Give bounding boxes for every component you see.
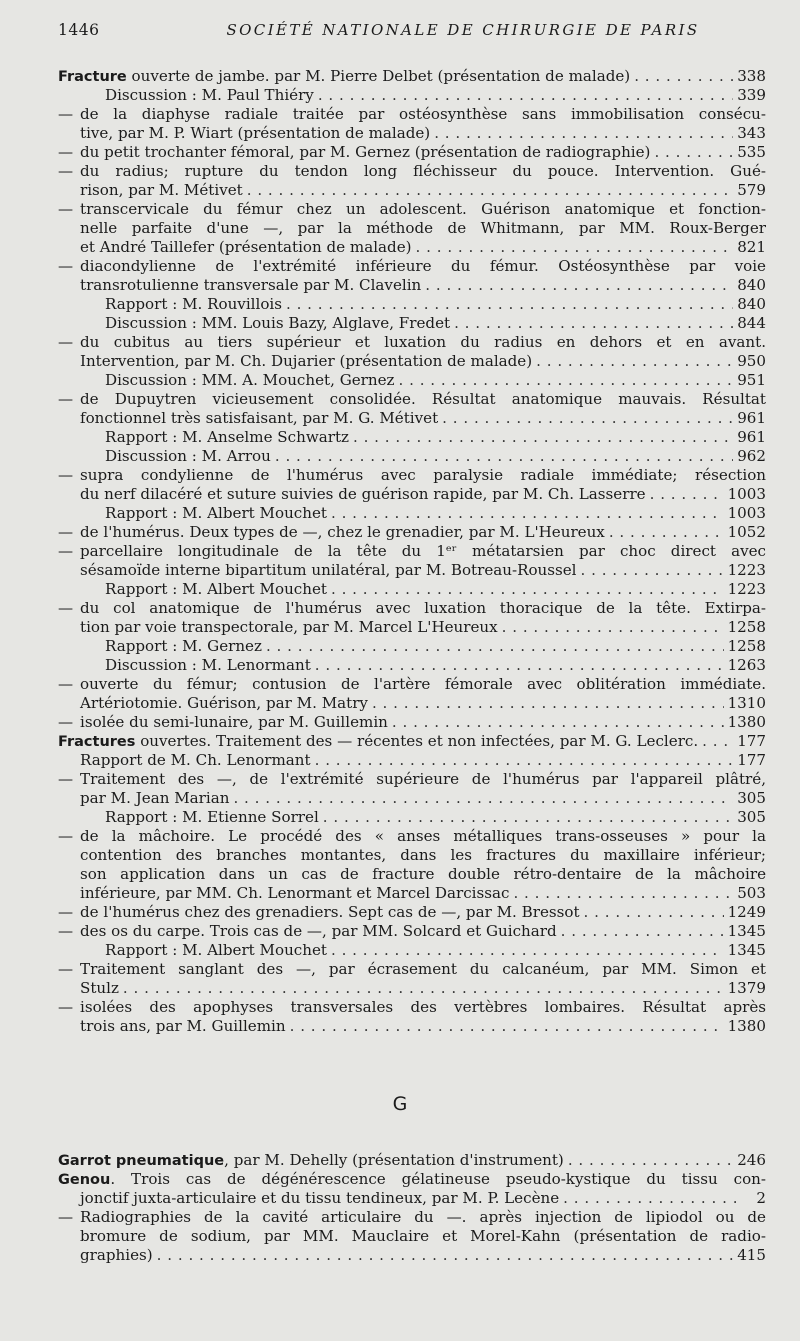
entry-text (58, 67, 630, 87)
entry-line (58, 846, 766, 865)
entry-line (58, 1189, 766, 1208)
dot-leader (416, 238, 734, 257)
index-entry (58, 675, 766, 713)
dot-leader (454, 314, 733, 333)
dot-leader (123, 979, 724, 998)
entry-line-text: . Trois cas de dégénérescence gélatineuse pseudo-kystique du tissu con- (110, 1170, 766, 1188)
entry-line (58, 922, 766, 941)
entry-text (58, 903, 580, 922)
entry-line-text: Rapport : M. Albert Mouchet (105, 941, 327, 959)
page-reference: 961 (737, 428, 766, 446)
entry-line (58, 713, 766, 732)
index-entry (58, 922, 766, 941)
page-reference: 961 (737, 409, 766, 427)
entry-line-text: Discussion : M. Paul Thiéry (105, 86, 314, 104)
page-reference: 343 (737, 124, 766, 142)
entry-text (105, 314, 450, 333)
dot-leader (315, 751, 734, 770)
page-reference: 1380 (727, 713, 766, 731)
entry-line (58, 466, 766, 485)
entry-keyword: Garrot pneumatique (58, 1153, 225, 1169)
page-reference: 1003 (727, 485, 766, 503)
entry-line (58, 675, 766, 694)
page-reference: 1310 (727, 694, 766, 712)
page-reference: 840 (737, 295, 766, 313)
entry-line-text: Discussion : MM. A. Mouchet, Gernez (105, 371, 395, 389)
entry-text (58, 922, 557, 941)
dot-leader (353, 428, 733, 447)
entry-line-text: de l'humérus. Deux types de —, chez le grenadier, par M. L'Heureux (80, 523, 605, 541)
entry-text (80, 238, 412, 257)
entry-line-text: Discussion : M. Arrou (105, 447, 271, 465)
entry-dash: — (58, 998, 74, 1016)
dot-leader (323, 808, 733, 827)
entry-text (80, 789, 229, 808)
entry-line (58, 1017, 766, 1036)
entry-line-text: son application dans un cas de fracture double rétro-dentaire de la mâchoire (80, 865, 766, 883)
entry-line (58, 390, 766, 409)
page-reference: 1258 (727, 637, 766, 655)
page-reference: 503 (737, 884, 766, 902)
entry-line-text: Discussion : MM. Louis Bazy, Alglave, Fredet (105, 314, 451, 332)
entry-text (105, 808, 319, 827)
entry-line-text: du nerf dilacéré et suture suivies de guérison rapide, par M. Ch. Lasserre (80, 485, 646, 503)
page-reference: 2 (756, 1189, 766, 1207)
entry-line (58, 295, 766, 314)
entry-line-text: nelle parfaite d'une —, par la méthode de Whitmann, par MM. Roux-Berger (80, 219, 766, 237)
index-entry (58, 542, 766, 580)
dot-leader (634, 67, 733, 86)
index-entry (58, 257, 766, 295)
entry-line-text: fonctionnel très satisfaisant, par M. G. Métivet (80, 409, 439, 427)
dot-leader (372, 694, 724, 713)
index-entry (58, 200, 766, 257)
entry-dash: — (58, 257, 74, 275)
entry-text (80, 409, 438, 428)
entry-line (58, 1170, 766, 1189)
page-reference: 1223 (727, 561, 766, 579)
dot-leader (331, 941, 724, 960)
dot-leader (513, 884, 733, 903)
entry-line-text: tion par voie transpectorale, par M. Marcel L'Heureux (80, 618, 498, 636)
entry-text (105, 371, 395, 390)
entry-line (58, 1246, 766, 1265)
dot-leader (702, 732, 733, 751)
entry-line-text: de la diaphyse radiale traitée par ostéosynthèse sans immobilisation consécu- (80, 105, 766, 123)
page-number: 1446 (58, 21, 100, 39)
page-reference: 1258 (727, 618, 766, 636)
entry-line-text: parcellaire longitudinale de la tête du 1ᵉʳ métatarsien par choc direct avec (80, 542, 766, 560)
dot-leader (563, 1189, 736, 1208)
entry-dash: — (58, 162, 74, 180)
entry-dash: — (58, 960, 74, 978)
page-reference: 951 (737, 371, 766, 389)
entry-line-text: Discussion : M. Lenormant (105, 656, 311, 674)
page-reference: 1345 (727, 922, 766, 940)
entry-line-text: ouvertes. Traitement des — récentes et non infectées, par M. G. Leclerc. (135, 732, 699, 750)
entry-line-text: rison, par M. Métivet (80, 181, 243, 199)
entry-dash: — (58, 333, 74, 351)
entry-line-text: Rapport : M. Etienne Sorrel (105, 808, 319, 826)
dot-leader (275, 447, 733, 466)
page-reference: 962 (737, 447, 766, 465)
index-entry (58, 808, 766, 827)
section-letter: G (392, 1093, 408, 1115)
index-entry (58, 86, 766, 105)
entry-line-text: supra condylienne de l'humérus avec paralysie radiale immédiate; résection (80, 466, 766, 484)
entry-text (105, 656, 311, 675)
dot-leader (442, 409, 733, 428)
entry-line-text: Rapport : M. Anselme Schwartz (105, 428, 349, 446)
entry-line-text: tive, par M. P. Wiart (présentation de malade) (80, 124, 431, 142)
entry-line (58, 238, 766, 257)
index-entry (58, 941, 766, 960)
page-reference: 177 (737, 732, 766, 750)
dot-leader (609, 523, 724, 542)
entry-line-text: ouverte de jambe. par M. Pierre Delbet (présentation de malade) (126, 67, 631, 85)
entry-line (58, 732, 766, 751)
entry-line-text: isolées des apophyses transversales des vertèbres lombaires. Résultat après (80, 998, 766, 1016)
entry-line-text: Rapport : M. Rouvillois (105, 295, 282, 313)
running-title: SOCIÉTÉ NATIONALE DE CHIRURGIE DE PARIS (226, 21, 700, 39)
entry-dash: — (58, 200, 74, 218)
entry-line (58, 770, 766, 789)
entry-line-text: du radius; rupture du tendon long fléchisseur du pouce. Intervention. Gué- (80, 162, 766, 180)
entry-text (58, 1151, 564, 1171)
index-entry (58, 1151, 766, 1170)
entry-keyword: Genou (58, 1172, 111, 1188)
entry-line (58, 409, 766, 428)
page-reference: 415 (737, 1246, 766, 1264)
index-section-g (58, 1151, 766, 1265)
entry-line (58, 1227, 766, 1246)
entry-line (58, 181, 766, 200)
entry-line (58, 580, 766, 599)
entry-text (80, 485, 646, 504)
index-entry (58, 314, 766, 333)
entry-line (58, 371, 766, 390)
entry-line (58, 257, 766, 276)
index-entry (58, 428, 766, 447)
page-reference: 1345 (727, 941, 766, 959)
entry-line (58, 314, 766, 333)
entry-line (58, 1151, 766, 1170)
index-entry (58, 504, 766, 523)
index-entry (58, 371, 766, 390)
entry-dash: — (58, 675, 74, 693)
entry-line-text: Traitement des —, de l'extrémité supérieure de l'humérus par l'appareil plâtré, (80, 770, 766, 788)
entry-line (58, 751, 766, 770)
entry-dash: — (58, 713, 74, 731)
dot-leader (561, 922, 724, 941)
entry-line-text: trois ans, par M. Guillemin (80, 1017, 286, 1035)
entry-line (58, 504, 766, 523)
index-entry (58, 732, 766, 751)
entry-line-text: Rapport de M. Ch. Lenormant (80, 751, 311, 769)
entry-line (58, 979, 766, 998)
page-reference: 1379 (727, 979, 766, 997)
entry-text (80, 1017, 286, 1036)
dot-leader (502, 618, 724, 637)
dot-leader (568, 1151, 733, 1170)
entry-line-text: isolée du semi-lunaire, par M. Guillemin (80, 713, 388, 731)
entry-line-text: ouverte du fémur; contusion de l'artère fémorale avec oblitération immédiate. (80, 675, 766, 693)
entry-line-text: jonctif juxta-articulaire et du tissu tendineux, par M. P. Lecène (80, 1189, 560, 1207)
entry-keyword: Fractures (58, 734, 136, 750)
page-reference: 1052 (727, 523, 766, 541)
entry-dash: — (58, 523, 74, 541)
dot-leader (434, 124, 733, 143)
entry-dash: — (58, 599, 74, 617)
entry-line-text: Stulz (80, 979, 119, 997)
page-reference: 844 (737, 314, 766, 332)
entry-line (58, 523, 766, 542)
entry-text (80, 1246, 153, 1265)
entry-line (58, 447, 766, 466)
page-reference: 821 (737, 238, 766, 256)
index-entry (58, 1208, 766, 1265)
entry-text (105, 580, 327, 599)
entry-dash: — (58, 770, 74, 788)
entry-line (58, 694, 766, 713)
index-entry (58, 143, 766, 162)
page-reference: 535 (737, 143, 766, 161)
entry-dash: — (58, 390, 74, 408)
page-header (58, 21, 766, 45)
entry-line-text: sésamoïde interne bipartitum unilatéral, par M. Botreau-Roussel (80, 561, 577, 579)
index-entry (58, 447, 766, 466)
entry-line (58, 143, 766, 162)
entry-line (58, 865, 766, 884)
page-reference: 338 (737, 67, 766, 85)
entry-text (80, 1189, 559, 1208)
entry-text (80, 979, 119, 998)
entry-line (58, 941, 766, 960)
dot-leader (654, 143, 733, 162)
entry-text (80, 276, 421, 295)
entry-line-text: graphies) (80, 1246, 153, 1264)
entry-line (58, 67, 766, 86)
dot-leader (392, 713, 724, 732)
entry-line-text: par M. Jean Marian (80, 789, 230, 807)
entry-line (58, 618, 766, 637)
dot-leader (315, 656, 724, 675)
page-reference: 950 (737, 352, 766, 370)
entry-line (58, 789, 766, 808)
entry-line-text: des os du carpe. Trois cas de —, par MM. Solcard et Guichard (80, 922, 557, 940)
entry-line (58, 599, 766, 618)
index-entry (58, 998, 766, 1036)
entry-line (58, 998, 766, 1017)
entry-line-text: Rapport : M. Gernez (105, 637, 262, 655)
dot-leader (584, 903, 724, 922)
entry-text (80, 352, 532, 371)
entry-line (58, 124, 766, 143)
entry-line-text: Rapport : M. Albert Mouchet (105, 580, 327, 598)
entry-text (58, 523, 605, 542)
entry-text (80, 561, 577, 580)
index-entry (58, 960, 766, 998)
entry-line-text: Radiographies de la cavité articulaire du —. après injection de lipiodol ou de (80, 1208, 766, 1226)
entry-line-text: de Dupuytren vicieusement consolidée. Résultat anatomique mauvais. Résultat (80, 390, 766, 408)
index-entry (58, 713, 766, 732)
entry-line-text: et André Taillefer (présentation de malade) (80, 238, 412, 256)
entry-text (105, 428, 349, 447)
entry-line (58, 200, 766, 219)
index-entry (58, 523, 766, 542)
entry-line (58, 86, 766, 105)
entry-line (58, 542, 766, 561)
entry-line (58, 656, 766, 675)
entry-line (58, 1208, 766, 1227)
page-reference: 1249 (727, 903, 766, 921)
page-reference: 305 (737, 789, 766, 807)
index-entry (58, 580, 766, 599)
dot-leader (286, 295, 733, 314)
index-entry (58, 67, 766, 86)
entry-line-text: transrotulienne transversale par M. Clavelin (80, 276, 422, 294)
dot-leader (318, 86, 733, 105)
index-section-f (58, 67, 766, 1036)
entry-keyword: Fracture (58, 69, 127, 85)
entry-dash: — (58, 542, 74, 560)
entry-line-text: du cubitus au tiers supérieur et luxation du radius en dehors et en avant. (80, 333, 766, 351)
entry-line-text: Traitement sanglant des —, par écrasement du calcanéum, par MM. Simon et (80, 960, 766, 978)
entry-dash: — (58, 922, 74, 940)
entry-text (105, 447, 271, 466)
dot-leader (399, 371, 734, 390)
entry-text (58, 732, 698, 752)
entry-text (80, 124, 430, 143)
entry-line (58, 637, 766, 656)
entry-dash: — (58, 903, 74, 921)
entry-line-text: de la mâchoire. Le procédé des « anses métalliques trans-osseuses » pour la (80, 827, 766, 845)
entry-line (58, 333, 766, 352)
dot-leader (650, 485, 724, 504)
entry-line-text: , par M. Dehelly (présentation d'instrument) (224, 1151, 564, 1169)
entry-dash: — (58, 105, 74, 123)
page-reference: 1223 (727, 580, 766, 598)
index-entry (58, 770, 766, 808)
entry-line (58, 352, 766, 371)
entry-dash: — (58, 466, 74, 484)
entry-line-text: transcervicale du fémur chez un adolescent. Guérison anatomique et fonction- (80, 200, 766, 218)
index-entry (58, 390, 766, 428)
page-reference: 305 (737, 808, 766, 826)
dot-leader (331, 580, 724, 599)
entry-line (58, 162, 766, 181)
entry-line (58, 105, 766, 124)
index-entry (58, 333, 766, 371)
entry-line (58, 960, 766, 979)
dot-leader (425, 276, 733, 295)
dot-leader (266, 637, 724, 656)
entry-line (58, 428, 766, 447)
entry-line-text: du petit trochanter fémoral, par M. Gernez (présentation de radiographie) (80, 143, 651, 161)
index-entry (58, 599, 766, 637)
entry-line-text: contention des branches montantes, dans les fractures du maxillaire inférieur; (80, 846, 766, 864)
entry-text (80, 751, 311, 770)
entry-line-text: Rapport : M. Albert Mouchet (105, 504, 327, 522)
entry-line-text: Artériotomie. Guérison, par M. Matry (80, 694, 368, 712)
dot-leader (233, 789, 733, 808)
entry-line-text: Intervention, par M. Ch. Dujarier (présentation de malade) (80, 352, 533, 370)
entry-text (80, 618, 498, 637)
index-entry (58, 903, 766, 922)
entry-text (58, 143, 651, 162)
entry-line-text: du col anatomique de l'humérus avec luxation thoracique de la tête. Extirpa- (80, 599, 766, 617)
entry-line (58, 276, 766, 295)
dot-leader (290, 1017, 724, 1036)
page-reference: 1003 (727, 504, 766, 522)
index-entry (58, 295, 766, 314)
entry-dash: — (58, 143, 74, 161)
entry-dash: — (58, 827, 74, 845)
entry-line (58, 827, 766, 846)
entry-line (58, 903, 766, 922)
dot-leader (331, 504, 724, 523)
entry-text (80, 694, 368, 713)
page-reference: 339 (737, 86, 766, 104)
entry-dash: — (58, 1208, 74, 1226)
entry-line (58, 561, 766, 580)
entry-text (105, 504, 327, 523)
dot-leader (581, 561, 724, 580)
entry-line-text: inférieure, par MM. Ch. Lenormant et Marcel Darcissac (80, 884, 510, 902)
page-reference: 840 (737, 276, 766, 294)
entry-text (58, 713, 388, 732)
dot-leader (247, 181, 733, 200)
index-entry (58, 105, 766, 143)
entry-text (105, 941, 327, 960)
entry-line-text: de l'humérus chez des grenadiers. Sept cas de —, par M. Bressot (80, 903, 580, 921)
index-entry (58, 656, 766, 675)
page-reference: 1263 (727, 656, 766, 674)
index-entry (58, 827, 766, 903)
index-entry (58, 751, 766, 770)
entry-line (58, 485, 766, 504)
dot-leader (536, 352, 733, 371)
page-reference: 579 (737, 181, 766, 199)
entry-text (105, 86, 314, 105)
page-reference: 1380 (727, 1017, 766, 1035)
entry-line (58, 219, 766, 238)
entry-line-text: bromure de sodium, par MM. Mauclaire et Morel-Kahn (présentation de radio- (80, 1227, 766, 1245)
index-entry (58, 466, 766, 504)
page-reference: 246 (737, 1151, 766, 1169)
entry-line-text: diacondylienne de l'extrémité inférieure du fémur. Ostéosynthèse par voie (80, 257, 766, 275)
entry-line (58, 808, 766, 827)
index-entry (58, 162, 766, 200)
entry-text (105, 637, 262, 656)
index-entry (58, 1170, 766, 1208)
index-entry (58, 637, 766, 656)
entry-text (80, 181, 243, 200)
dot-leader (157, 1246, 734, 1265)
page-reference: 177 (737, 751, 766, 769)
entry-text (105, 295, 282, 314)
entry-line (58, 884, 766, 903)
entry-text (80, 884, 509, 903)
